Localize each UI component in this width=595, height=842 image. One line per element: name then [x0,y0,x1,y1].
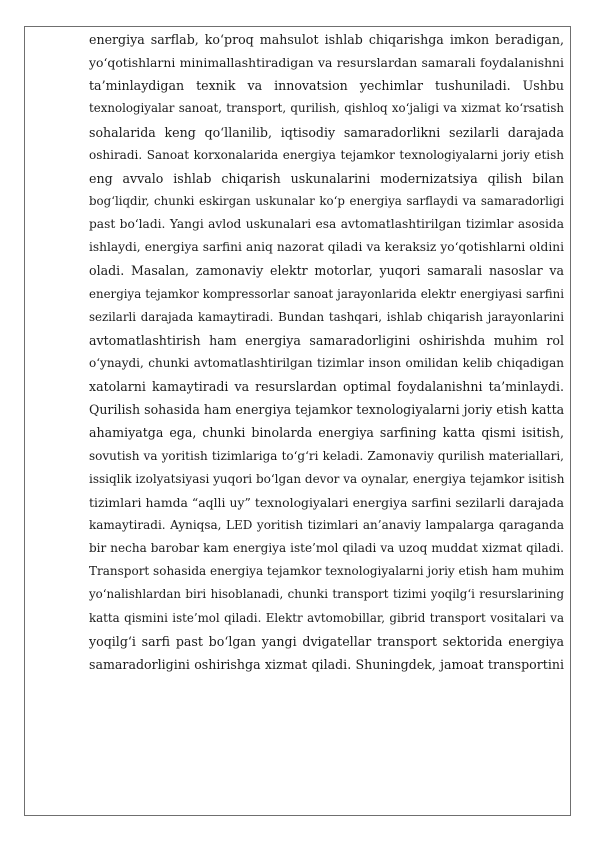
text-line: katta qismini iste’mol qiladi. Elektr avtomobillar, gibrid transport vositalari va [89,610,564,625]
text-line: issiqlik izolyatsiyasi yuqori bo‘lgan devor va oynalar, energiya tejamkor isitish [89,471,565,486]
text-line: yo‘qotishlarni minimallashtiradigan va resurslardan samarali foydalanishni [89,55,564,71]
text-line: texnologiyalar sanoat, transport, qurilish, qishloq xo‘jaligi va xizmat ko‘rsatish [89,101,564,116]
text-line: energiya tejamkor kompressorlar sanoat jarayonlarida elektr energiyasi sarfini [89,286,564,301]
body-paragraph [89,28,564,676]
text-line: sovutish va yoritish tizimlariga to‘g‘ri keladi. Zamonaviy qurilish materiallari, [89,448,564,463]
text-line: bir necha barobar kam energiya iste’mol qiladi va uzoq muddat xizmat qiladi. [89,541,564,556]
text-line: sohalarida keng qo‘llanilib, iqtisodiy samaradorlikni sezilarli darajada [89,124,564,140]
text-line: ahamiyatga ega, chunki binolarda energiya sarfining katta qismi isitish, [89,425,564,441]
text-line: oshiradi. Sanoat korxonalarida energiya tejamkor texnologiyalarni joriy etish [89,147,564,162]
text-line: samaradorligini oshirishga xizmat qiladi. Shuningdek, jamoat transportini [89,656,564,672]
text-line: sezilarli darajada kamaytiradi. Bundan tashqari, ishlab chiqarish jarayonlarini [89,309,564,324]
text-line: xatolarni kamaytiradi va resurslardan optimal foydalanishni ta’minlaydi. [89,379,564,395]
text-line: past bo‘ladi. Yangi avlod uskunalari esa avtomatlashtirilgan tizimlar asosida [89,217,564,232]
text-line: eng avvalo ishlab chiqarish uskunalarini modernizatsiya qilish bilan [89,170,564,186]
text-line: o‘ynaydi, chunki avtomatlashtirilgan tizimlar inson omilidan kelib chiqadigan [89,355,564,370]
text-line: avtomatlashtirish ham energiya samaradorligini oshirishda muhim rol [89,332,564,348]
text-line: kamaytiradi. Ayniqsa, LED yoritish tizimlari an’anaviy lampalarga qaraganda [89,517,564,532]
text-line: yo‘nalishlardan biri hisoblanadi, chunki transport tizimi yoqilg‘i resurslarining [89,587,564,602]
text-line: oladi. Masalan, zamonaviy elektr motorlar, yuqori samarali nasoslar va [89,263,564,279]
text-line: tizimlari hamda “aqlli uy” texnologiyalari energiya sarfini sezilarli darajada [89,494,564,510]
text-line: bog‘liqdir, chunki eskirgan uskunalar ko‘p energiya sarflaydi va samaradorligi [89,193,564,208]
text-line: energiya sarflab, ko‘proq mahsulot ishlab chiqarishga imkon beradigan, [89,32,564,47]
text-line: Transport sohasida energiya tejamkor texnologiyalarni joriy etish ham muhim [89,564,565,579]
text-line: Qurilish sohasida ham energiya tejamkor texnologiyalarni joriy etish katta [89,402,565,418]
text-line: ta’minlaydigan texnik va innovatsion yechimlar tushuniladi. Ushbu [89,78,564,94]
text-line: yoqilg‘i sarfi past bo‘lgan yangi dvigatellar transport sektorida energiya [89,633,564,649]
text-line: ishlaydi, energiya sarfini aniq nazorat qiladi va keraksiz yo‘qotishlarni oldini [89,240,564,255]
